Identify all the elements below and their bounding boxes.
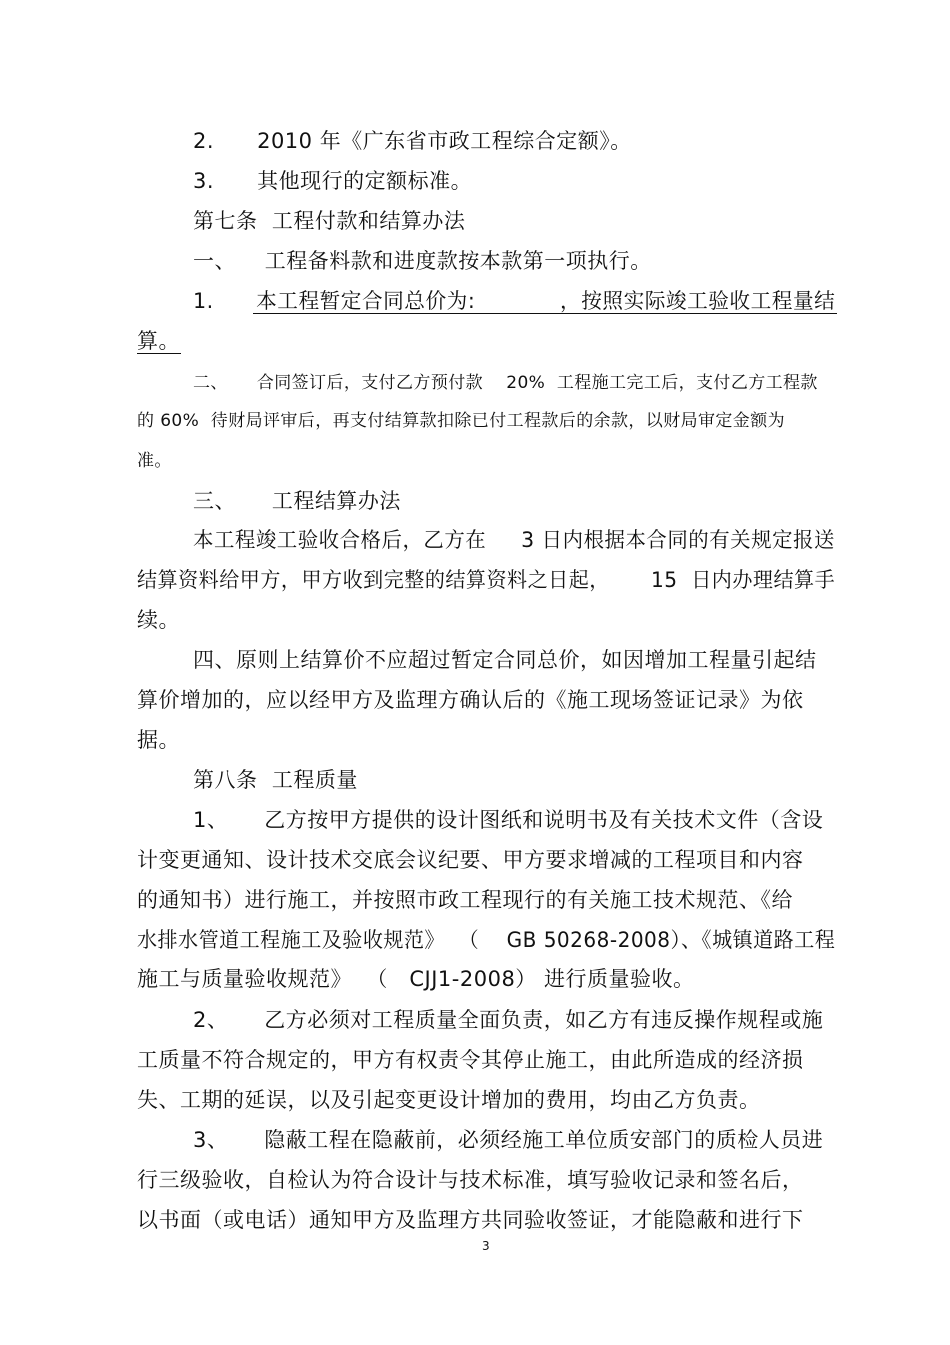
text-line: 以书面（或电话）通知甲方及监理方共同验收签证，才能隐蔽和进行下 [137, 1208, 804, 1232]
text-line: 算价增加的，应以经甲方及监理方确认后的《施工现场签证记录》为依 [137, 688, 804, 712]
text-line: 计变更通知、设计技术交底会议纪要、甲方要求增减的工程项目和内容 [137, 848, 804, 872]
text-line: 失、工期的延误，以及引起变更设计增加的费用，均由乙方负责。 [137, 1088, 761, 1112]
page-number: 3 [482, 1239, 490, 1253]
section-heading: 第八条 工程质量 [193, 768, 358, 792]
text-line: 3. 其他现行的定额标准。 [193, 169, 473, 193]
text-line: 据。 [137, 728, 180, 752]
text-line: 四、原则上结算价不应超过暂定合同总价，如因增加工程量引起结 [193, 648, 817, 672]
text-line: 1. 本工程暂定合同总价为: ，按照实际竣工验收工程量结 [193, 289, 836, 313]
text-line: 续。 [137, 608, 180, 632]
underline [137, 353, 181, 354]
text-line: 行三级验收，自检认为符合设计与技术标准，填写验收记录和签名后， [137, 1168, 804, 1192]
text-line: 结算资料给甲方，甲方收到完整的结算资料之日起， 15 日内办理结算手 [137, 568, 836, 592]
text-line: 准。 [137, 451, 172, 471]
text-line: 的通知书）进行施工，并按照市政工程现行的有关施工技术规范、《给 [137, 888, 793, 912]
text-line: 施工与质量验收规范》 （ CJJ1-2008） 进行质量验收。 [137, 967, 695, 991]
section-heading: 第七条 工程付款和结算办法 [193, 209, 466, 233]
text-line: 水排水管道工程施工及验收规范》 （ GB 50268-2008）、《城镇道路工程 [137, 928, 836, 952]
text-line: 2. 2010 年《广东省市政工程综合定额》。 [193, 129, 632, 153]
text-line: 本工程竣工验收合格后，乙方在 3 日内根据本合同的有关规定报送 [193, 528, 835, 552]
text-line: 算。 [137, 329, 180, 353]
underline [253, 313, 837, 314]
text-line: 三、 工程结算办法 [193, 489, 401, 513]
text-line: 3、 隐蔽工程在隐蔽前，必须经施工单位质安部门的质检人员进 [193, 1128, 824, 1152]
text-line: 一、 工程备料款和进度款按本款第一项执行。 [193, 249, 652, 273]
text-line: 2、 乙方必须对工程质量全面负责，如乙方有违反操作规程或施 [193, 1008, 824, 1032]
text-line: 1、 乙方按甲方提供的设计图纸和说明书及有关技术文件（含设 [193, 808, 824, 832]
text-line: 二、 合同签订后，支付乙方预付款 20% 工程施工完工后，支付乙方工程款 [193, 373, 818, 393]
text-line: 工质量不符合规定的，甲方有权责令其停止施工，由此所造成的经济损 [137, 1048, 804, 1072]
text-line: 的 60% 待财局评审后，再支付结算款扣除已付工程款后的余款，以财局审定金额为 [137, 411, 785, 431]
